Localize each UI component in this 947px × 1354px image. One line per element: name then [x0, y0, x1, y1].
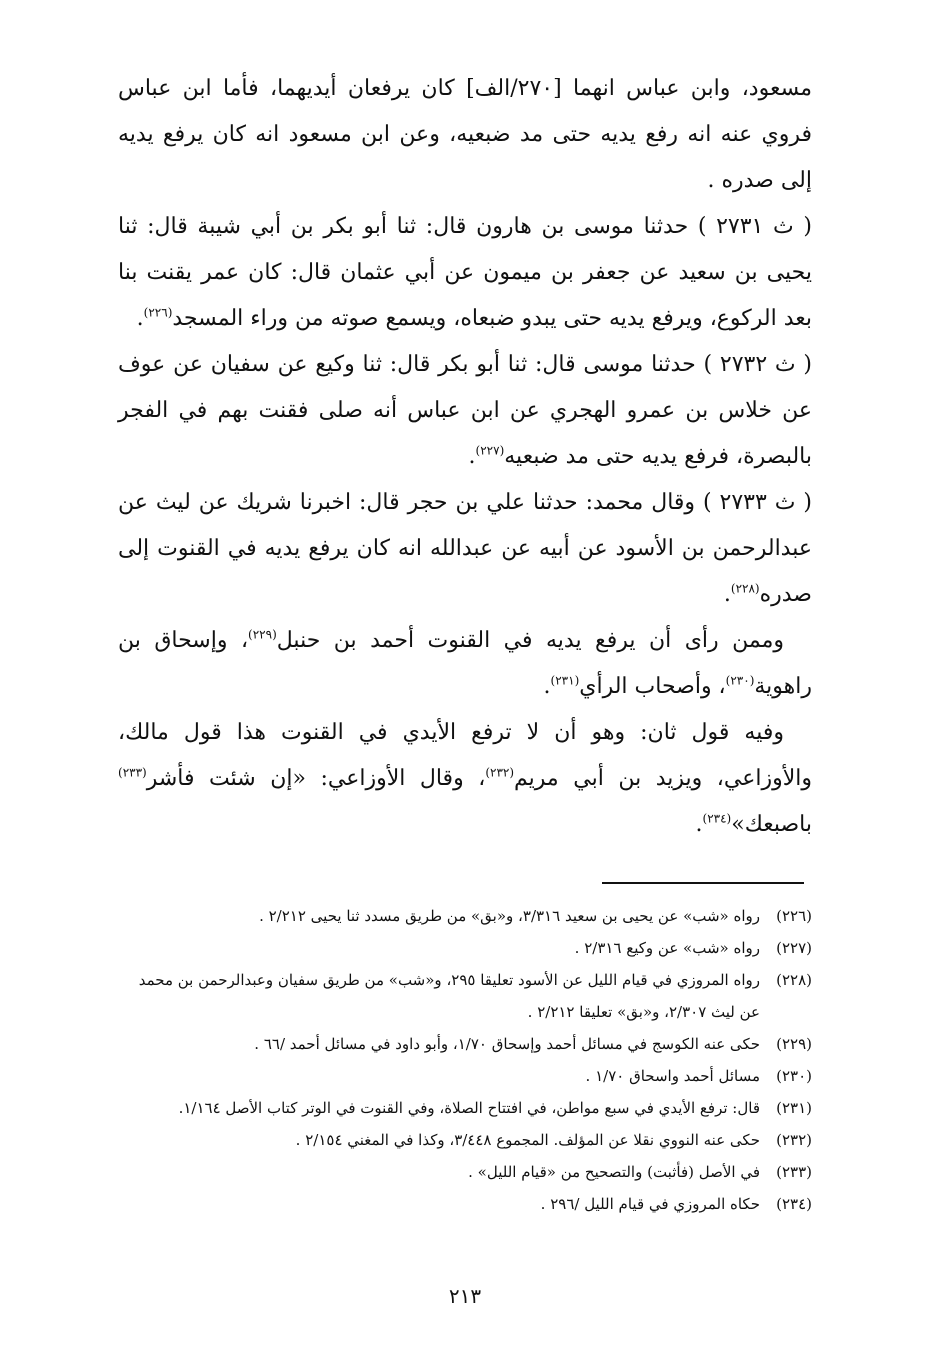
- paragraph-5: وممن رأى أن يرفع يديه في القنوت أحمد بن حنبل$^{(٢٢٩)}$، وإسحاق بن راهوية$^{(٢٣٠)}$، وأصحاب الرأي$^{(٢٣١)}$.: [118, 627, 812, 699]
- footnote-229: [118, 1028, 812, 1060]
- footnote-ref-229[interactable]: (٢٢٩): [248, 627, 277, 642]
- footnote-text: حكى عنه النووي نقلا عن المؤلف. المجموع ٣/٤٤٨، وكذا في المغني ٢/١٥٤ .: [295, 1131, 760, 1149]
- page: [118, 66, 812, 1336]
- footnote-number: (٢٢٧): [776, 939, 812, 957]
- footnote-ref-234[interactable]: (٢٣٤): [702, 811, 732, 826]
- paragraph-6: وفيه قول ثان: وهو أن لا ترفع الأيدي في القنوت هذا قول مالك، والأوزاعي، ويزيد بن أبي مريم$^{(٢٣٢)}$، وقال الأوزاعي: «إن شئت فأشر$^{(٢٣٣)}$ باصبعك»$^{(٢٣٤)}$.: [118, 720, 812, 837]
- footnote-text: في الأصل (فأثبت) والتصحيح من «قيام الليل» .: [468, 1163, 760, 1181]
- footnote-number: (٢٣١): [776, 1099, 812, 1117]
- footnote-ref-230[interactable]: (٢٣٠): [725, 673, 755, 688]
- paragraph-2: ( ث ٢٧٣١ ) حدثنا موسى بن هارون قال: ثنا أبو بكر بن أبي شيبة قال: ثنا يحيى بن سعيد عن جعفر بن ميمون عن أبي عثمان قال: كان عمر يقنت بنا بعد الركوع، ويرفع يديه حتى يبدو ضبعاه، ويسمع صوته من وراء المسجد$^{(٢٢٦)}$.: [118, 214, 812, 331]
- footnote-231: [118, 1092, 812, 1124]
- footnote-text: رواه «شب» عن وكيع ٢/٣١٦ .: [574, 939, 760, 957]
- main-text: [118, 66, 812, 848]
- footnote-number: (٢٣٠): [776, 1067, 812, 1085]
- footnote-232: [118, 1124, 812, 1156]
- footnote-230: [118, 1060, 812, 1092]
- footnote-text: حكاه المروزي في قيام الليل /٢٩٦ .: [540, 1195, 760, 1213]
- footnote-text: حكى عنه الكوسج في مسائل أحمد وإسحاق ١/٧٠، وأبو داود في مسائل أحمد /٦٦ .: [254, 1035, 760, 1053]
- footnote-number: (٢٣٣): [776, 1163, 812, 1181]
- footnote-233: [118, 1156, 812, 1188]
- footnote-ref-227[interactable]: (٢٢٧): [475, 443, 505, 458]
- footnote-text: رواه «شب» عن يحيى بن سعيد ٣/٣١٦، و«بق» من طريق مسدد ثنا يحيى ٢/٢١٢ .: [259, 907, 760, 925]
- footnote-234: [118, 1188, 812, 1220]
- footnote-ref-232[interactable]: (٢٣٢): [485, 765, 515, 780]
- footnote-226: [118, 900, 812, 932]
- footnote-number: (٢٢٨): [776, 971, 812, 989]
- footnote-number: (٢٣٢): [776, 1131, 812, 1149]
- footnote-number: (٢٢٩): [776, 1035, 812, 1053]
- footnote-text: قال: ترفع الأيدي في سبع مواطن، في افتتاح الصلاة، وفي القنوت في الوتر كتاب الأصل ١/١٦٤.: [178, 1099, 760, 1117]
- footnote-ref-233[interactable]: (٢٣٣): [118, 765, 147, 780]
- footnotes: [118, 900, 812, 1220]
- paragraph-4: ( ث ٢٧٣٣ ) وقال محمد: حدثنا علي بن حجر قال: اخبرنا شريك عن ليث عن عبدالرحمن بن الأسود عن أبيه عن عبدالله انه كان يرفع يديه في القنوت إلى صدره$^{(٢٢٨)}$.: [118, 490, 813, 607]
- paragraph-1: مسعود، وابن عباس انهما [٢٧٠/الف] كان يرفعان أيديهما، فأما ابن عباس فروي عنه انه رفع يديه حتى مد ضبعيه، وعن ابن مسعود انه كان يرفع يديه إلى صدره .: [118, 76, 812, 193]
- footnote-228: [118, 964, 812, 1028]
- footnote-number: (٢٢٦): [776, 907, 812, 925]
- footnote-227: [118, 932, 812, 964]
- footnote-text: رواه المروزي في قيام الليل عن الأسود تعليقا ٢٩٥، و«شب» من طريق سفيان وعبدالرحمن بن محمد عن ليث ٢/٣٠٧، و«بق» تعليقا ٢/٢١٢ .: [138, 971, 760, 1021]
- footnote-divider: [602, 882, 804, 884]
- footnote-ref-226[interactable]: (٢٢٦): [143, 305, 173, 320]
- paragraph-3: ( ث ٢٧٣٢ ) حدثنا موسى قال: ثنا أبو بكر قال: ثنا وكيع عن سفيان عن عوف عن خلاس بن عمرو الهجري عن ابن عباس أنه صلى فقنت بهم في الفجر بالبصرة، فرفع يديه حتى مد ضبعيه$^{(٢٢٧)}$.: [118, 352, 813, 469]
- footnote-ref-228[interactable]: (٢٢٨): [730, 581, 760, 596]
- footnote-text: مسائل أحمد واسحاق ١/٧٠ .: [585, 1067, 760, 1085]
- footnote-number: (٢٣٤): [776, 1195, 812, 1213]
- footnote-ref-231[interactable]: (٢٣١): [550, 673, 580, 688]
- page-number: ٢١٣: [448, 1284, 482, 1308]
